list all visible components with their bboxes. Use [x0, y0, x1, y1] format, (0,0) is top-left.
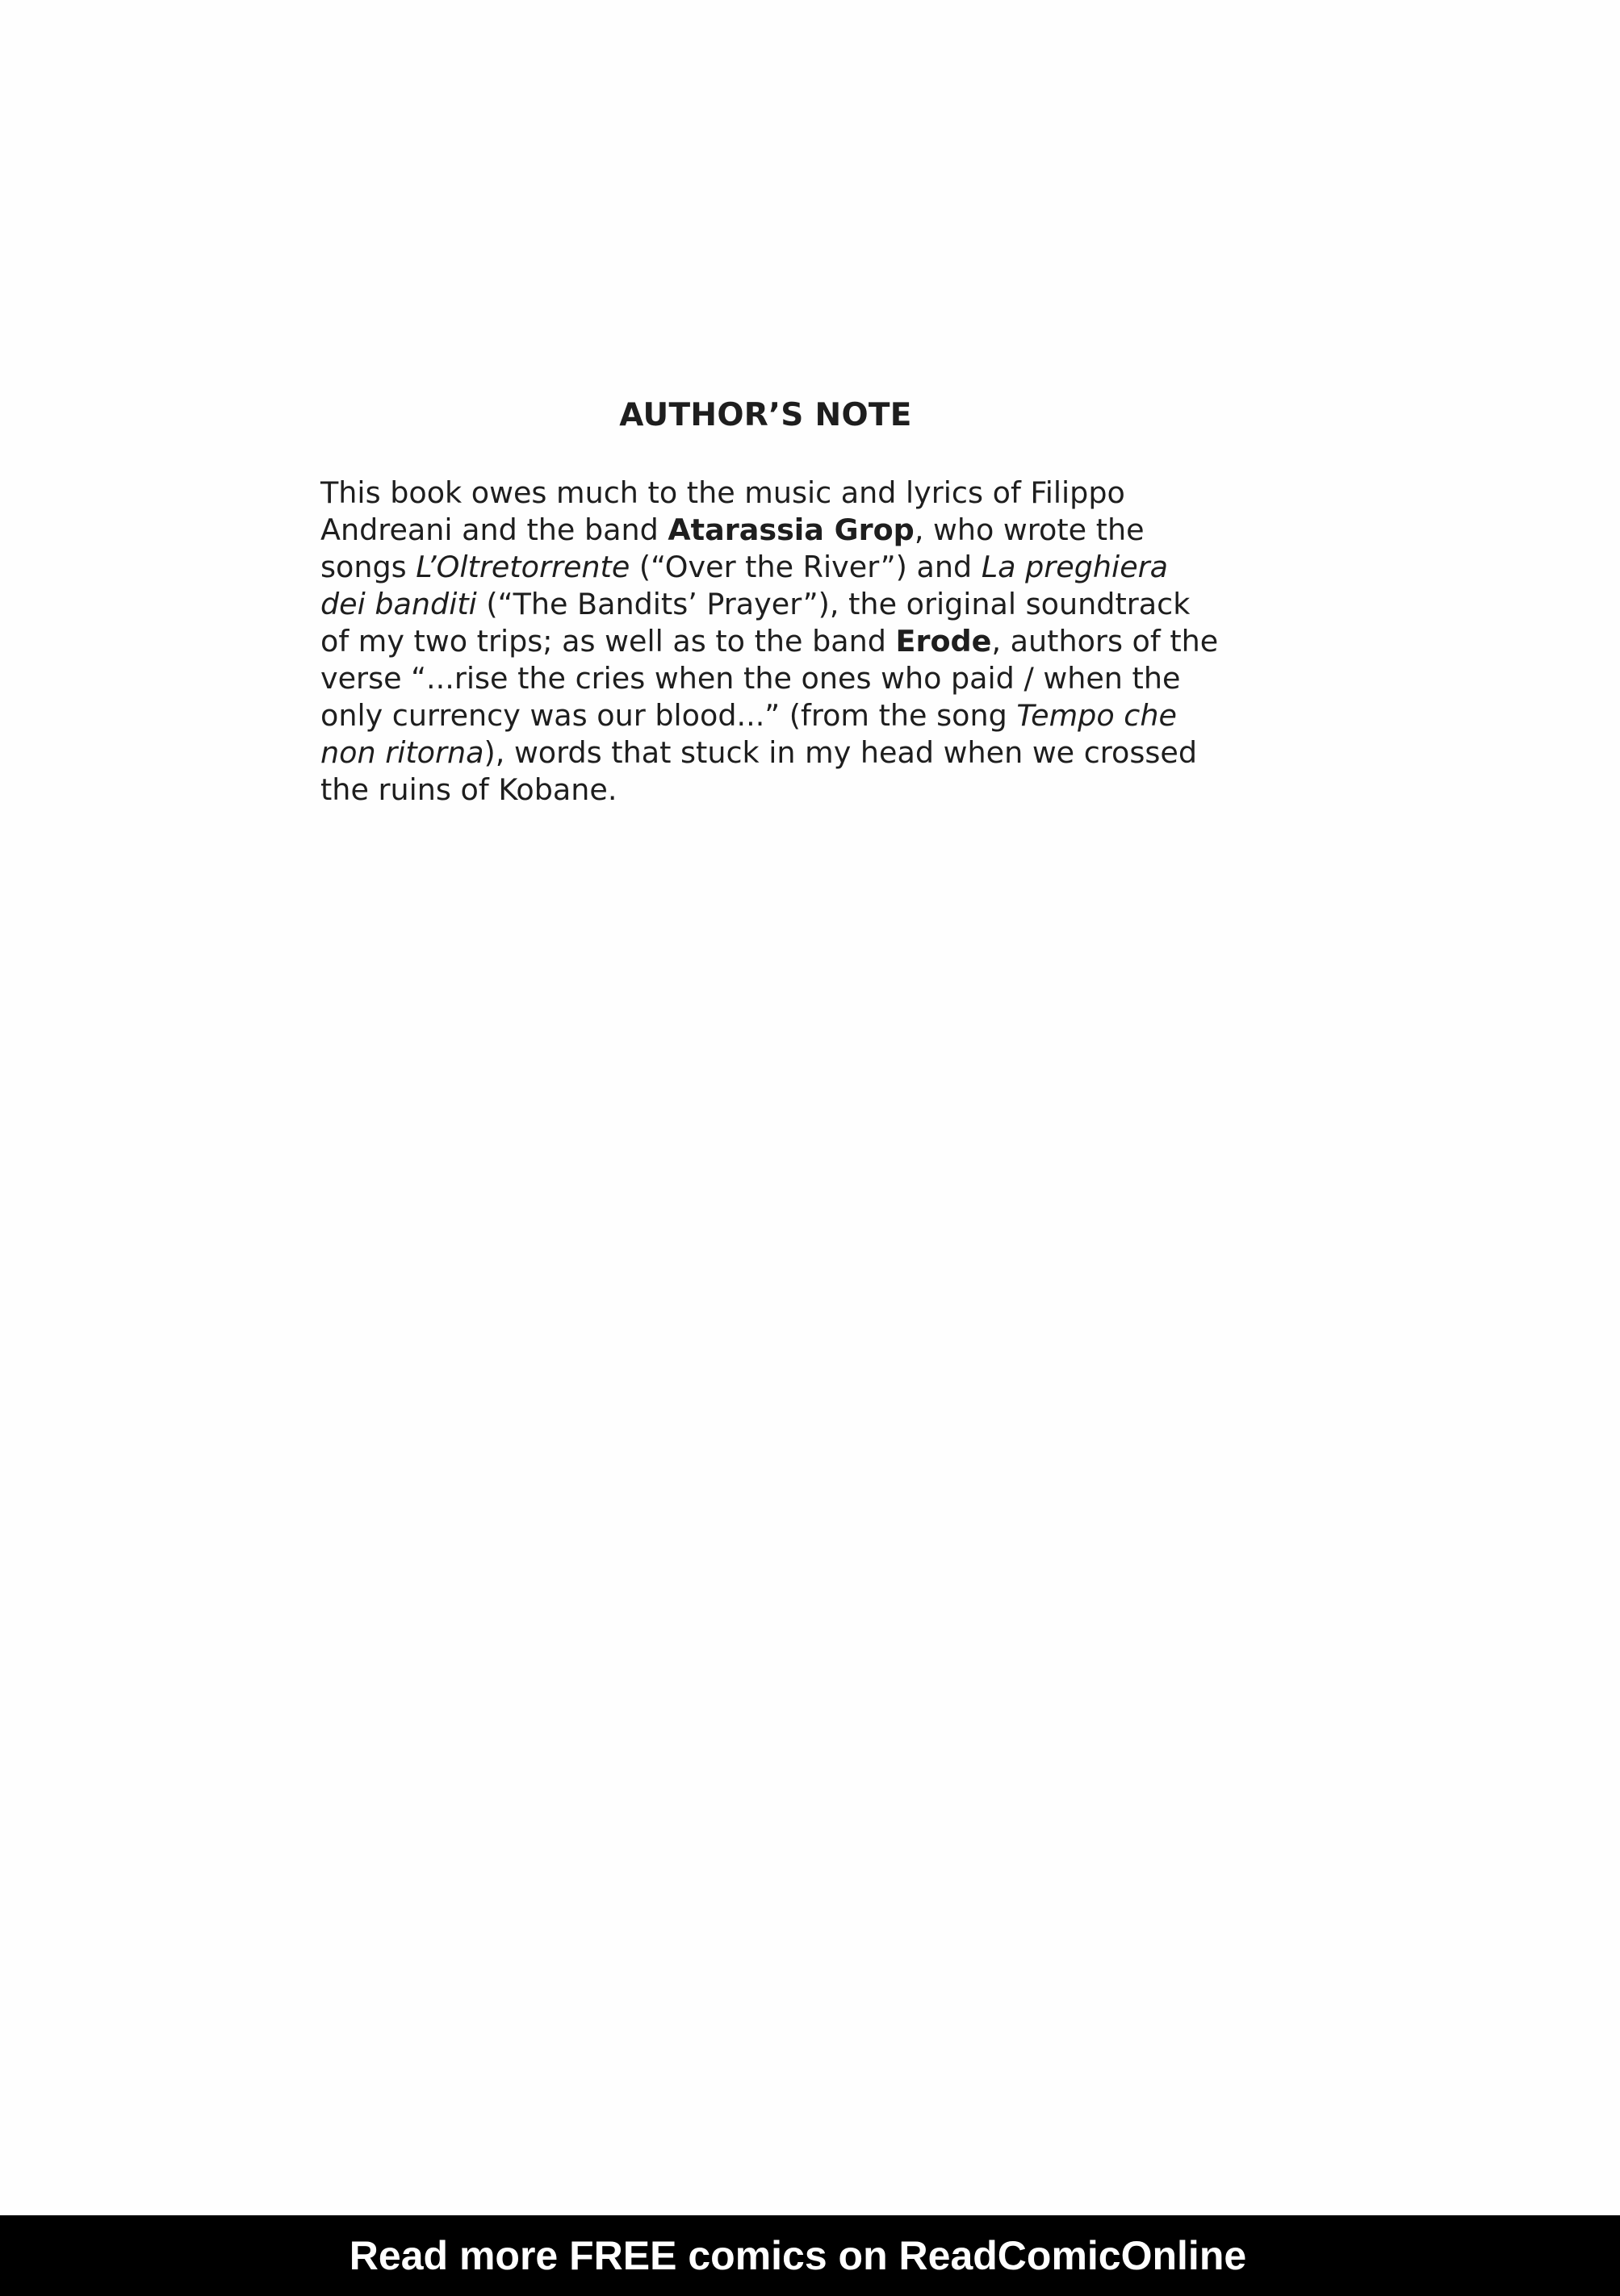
text-line: the ruins of Kobane. — [320, 772, 617, 807]
band-name-atarassia-grop: Atarassia Grop — [668, 512, 915, 547]
author-note-paragraph — [320, 475, 1219, 809]
text-line: of my two trips; as well as to the band Erode, authors of the — [320, 624, 1219, 659]
song-title-oltretorrente: L’Oltretorrente — [416, 550, 630, 584]
page-title: AUTHOR’S NOTE — [619, 397, 912, 433]
promo-banner-link[interactable]: Read more FREE comics on ReadComicOnline — [349, 2233, 1247, 2278]
text-line: verse “...rise the cries when the ones who paid / when the — [320, 661, 1181, 696]
text-line: non ritorna), words that stuck in my head when we crossed — [320, 735, 1197, 770]
text-line: songs L’Oltretorrente (“Over the River”) and La preghiera — [320, 550, 1169, 584]
band-name-erode: Erode — [895, 624, 992, 659]
text-line: Andreani and the band Atarassia Grop, who wrote the — [320, 512, 1145, 547]
song-title-tempo-part-1: Tempo che — [1016, 698, 1177, 733]
text-line: This book owes much to the music and lyrics of Filippo — [320, 475, 1125, 510]
song-title-preghiera-part-1: La preghiera — [981, 550, 1169, 584]
song-title-tempo-part-2: non ritorna — [320, 735, 484, 770]
promo-banner[interactable] — [0, 2215, 1620, 2296]
text-line: only currency was our blood...” (from the song Tempo che — [320, 698, 1177, 733]
song-title-preghiera-part-2: dei banditi — [320, 587, 477, 621]
text-line: dei banditi (“The Bandits’ Prayer”), the original soundtrack — [320, 587, 1191, 621]
